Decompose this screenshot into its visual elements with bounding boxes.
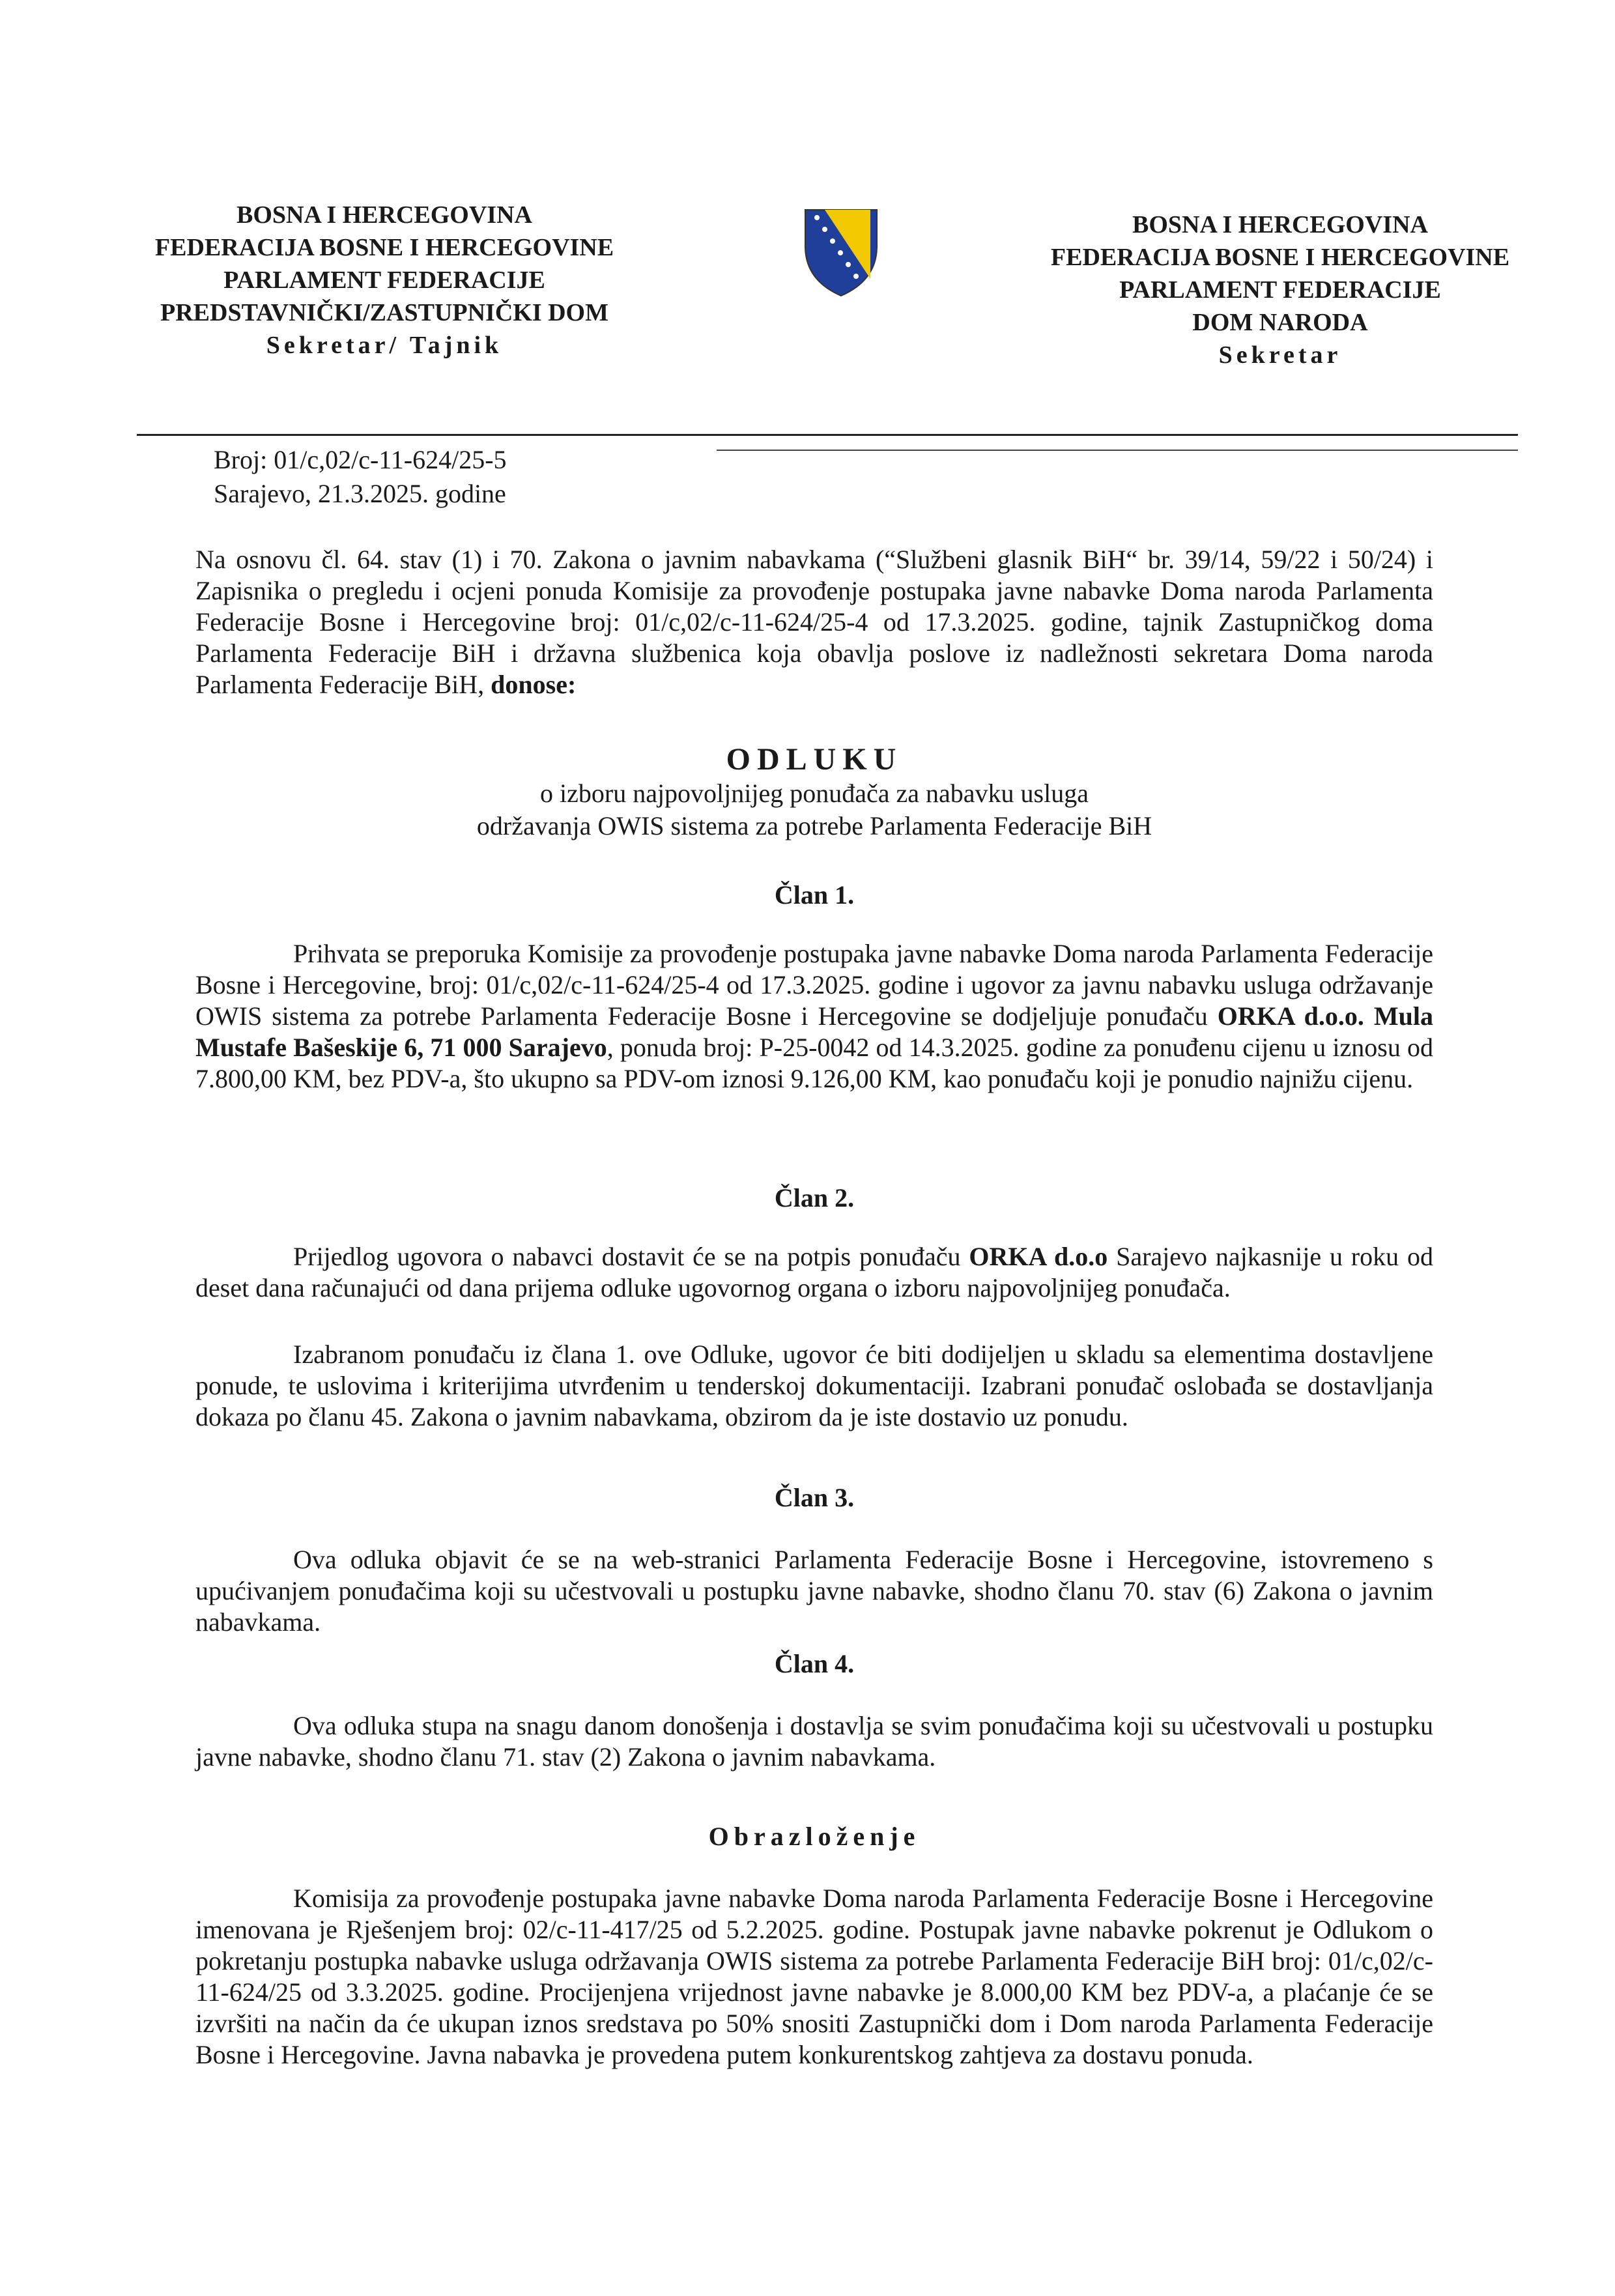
header-left-line3: PARLAMENT FEDERACIJE <box>223 266 545 294</box>
coat-of-arms-icon <box>803 207 879 298</box>
clan2-heading: Član 2. <box>774 1183 855 1213</box>
header-right-line1: BOSNA I HERCEGOVINA <box>1132 211 1428 238</box>
decision-title-block <box>195 741 1433 842</box>
header-left-line4: PREDSTAVNIČKI/ZASTUPNIČKI DOM <box>160 299 608 326</box>
obrazlozenje-paragraph: Komisija za provođenje postupaka javne nabavke Doma naroda Parlamenta Federacije Bosne i Hercegovine imenovana je Rješenjem broj: 02/c-11-417/25 od 5.2.2025. godine. Postupak javne nabavke pokrenut je Odlukom o pokretanju postupka nabavke usluga održavanja OWIS sistema za potrebe Parlamenta Federacije BiH broj: 01/c,02/c-11-624/25 od 3.3.2025. godine. Procijenjena vrijednost javne nabavke je 8.000,00 KM bez PDV-a, a plaćanje će se izvršiti na način da će ukupan iznos sredstava po 50% snositi Zastupnički dom i Dom naroda Parlamenta Federacije Bosne i Hercegovine. Javna nabavka je provedena putem konkurentskog zahtjeva za dostavu ponuda. <box>195 1884 1433 2069</box>
header-right-line5: Sekretar <box>1218 341 1342 369</box>
decision-title: ODLUKU <box>726 742 903 777</box>
intro-text: Na osnovu čl. 64. stav (1) i 70. Zakona o javnim nabavkama (“Službeni glasnik BiH“ br. 39/14, 59/22 i 50/24) i Zapisnika o pregledu i ocjeni ponuda Komisije za provođenje postupaka javne nabavke Doma naroda Parlamenta Federacije Bosne i Hercegovine broj: 01/c,02/c-11-624/25-4 od 17.3.2025. godine, tajnik Zastupničkog doma Parlamenta Federacije BiH i državna službenica koja obavlja poslove iz nadležnosti sekretara Doma naroda Parlamenta Federacije BiH, <box>195 545 1433 699</box>
clan2-p1-bold: ORKA d.o.o <box>969 1242 1108 1271</box>
header-left <box>98 199 671 362</box>
header-divider <box>137 434 1518 436</box>
header-left-line1: BOSNA I HERCEGOVINA <box>236 201 532 229</box>
clan1-heading: Član 1. <box>774 880 855 910</box>
clan1-text-b: , ponuda broj: P-25-0042 od 14.3.2025. godine za ponuđenu cijenu u iznosu od 7.800,00 KM, bez PDV-a, što ukupno sa PDV-om iznosi 9.126,00 KM, kao ponuđaču koji je ponudio najnižu cijenu. <box>195 1033 1433 1093</box>
document-date: Sarajevo, 21.3.2025. godine <box>214 479 506 508</box>
clan4-heading: Član 4. <box>774 1649 855 1678</box>
clan2-paragraph-1 <box>195 1241 1433 1304</box>
header-right <box>1003 208 1557 371</box>
decision-subtitle-2: održavanja OWIS sistema za potrebe Parlamenta Federacije BiH <box>476 811 1152 840</box>
clan2-p1-text-a: Prijedlog ugovora o nabavci dostavit će se na potpis ponuđaču <box>293 1242 969 1271</box>
header-right-line2: FEDERACIJA BOSNE I HERCEGOVINE <box>1050 244 1510 271</box>
document-number: Broj: 01/c,02/c-11-624/25-5 <box>214 445 507 474</box>
clan1-text-a: Prihvata se preporuka Komisije za provođenje postupaka javne nabavke Doma naroda Parlamenta Federacije Bosne i Hercegovine, broj: 01/c,02/c-11-624/25-4 od 17.3.2025. godine i ugovor za javnu nabavku usluga održavanje OWIS sistema za potrebe Parlamenta Federacije Bosne i Hercegovine se dodjeljuje ponuđaču <box>195 939 1433 1031</box>
obrazlozenje-heading: Obrazloženje <box>708 1822 921 1851</box>
header-right-line3: PARLAMENT FEDERACIJE <box>1119 276 1441 304</box>
header-right-line4: DOM NARODA <box>1192 309 1368 336</box>
header-left-line2: FEDERACIJA BOSNE I HERCEGOVINE <box>154 234 614 261</box>
intro-paragraph <box>195 544 1433 700</box>
clan4-paragraph: Ova odluka stupa na snagu danom donošenja i dostavlja se svim ponuđačima koji su učestvovali u postupku javne nabavke, shodno članu 71. stav (2) Zakona o javnim nabavkama. <box>195 1711 1433 1772</box>
header-left-line5: Sekretar/ Tajnik <box>266 332 503 359</box>
clan2-paragraph-2: Izabranom ponuđaču iz člana 1. ove Odluke, ugovor će biti dodijeljen u skladu sa elementima dostavljene ponude, te uslovima i kriterijima utvrđenim u tenderskoj dokumentaciji. Izabrani ponuđač oslobađa se dostavljanja dokaza po članu 45. Zakona o javnim nabavkama, obzirom da je iste dostavio uz ponudu. <box>195 1340 1433 1431</box>
intro-bold: donose: <box>491 670 577 699</box>
clan3-heading: Član 3. <box>774 1483 855 1512</box>
clan3-paragraph: Ova odluka objavit će se na web-stranici Parlamenta Federacije Bosne i Hercegovine, istovremeno s upućivanjem ponuđačima koji su učestvovali u postupku javne nabavke, shodno članu 70. stav (6) Zakona o javnim nabavkama. <box>195 1545 1433 1637</box>
document-meta <box>214 443 507 511</box>
clan2-p1-text-b: Sarajevo najkasnije u roku od deset dana računajući od dana prijema odluke ugovornog organa o izboru najpovoljnijeg ponuđača. <box>195 1242 1433 1302</box>
header-divider-secondary <box>717 450 1518 451</box>
clan1-bold: ORKA d.o.o. Mula Mustafe Bašeskije 6, 71 000 Sarajevo <box>195 1001 1434 1062</box>
decision-subtitle-1: o izboru najpovoljnijeg ponuđača za nabavku usluga <box>540 779 1089 808</box>
clan1-paragraph <box>195 938 1433 1095</box>
